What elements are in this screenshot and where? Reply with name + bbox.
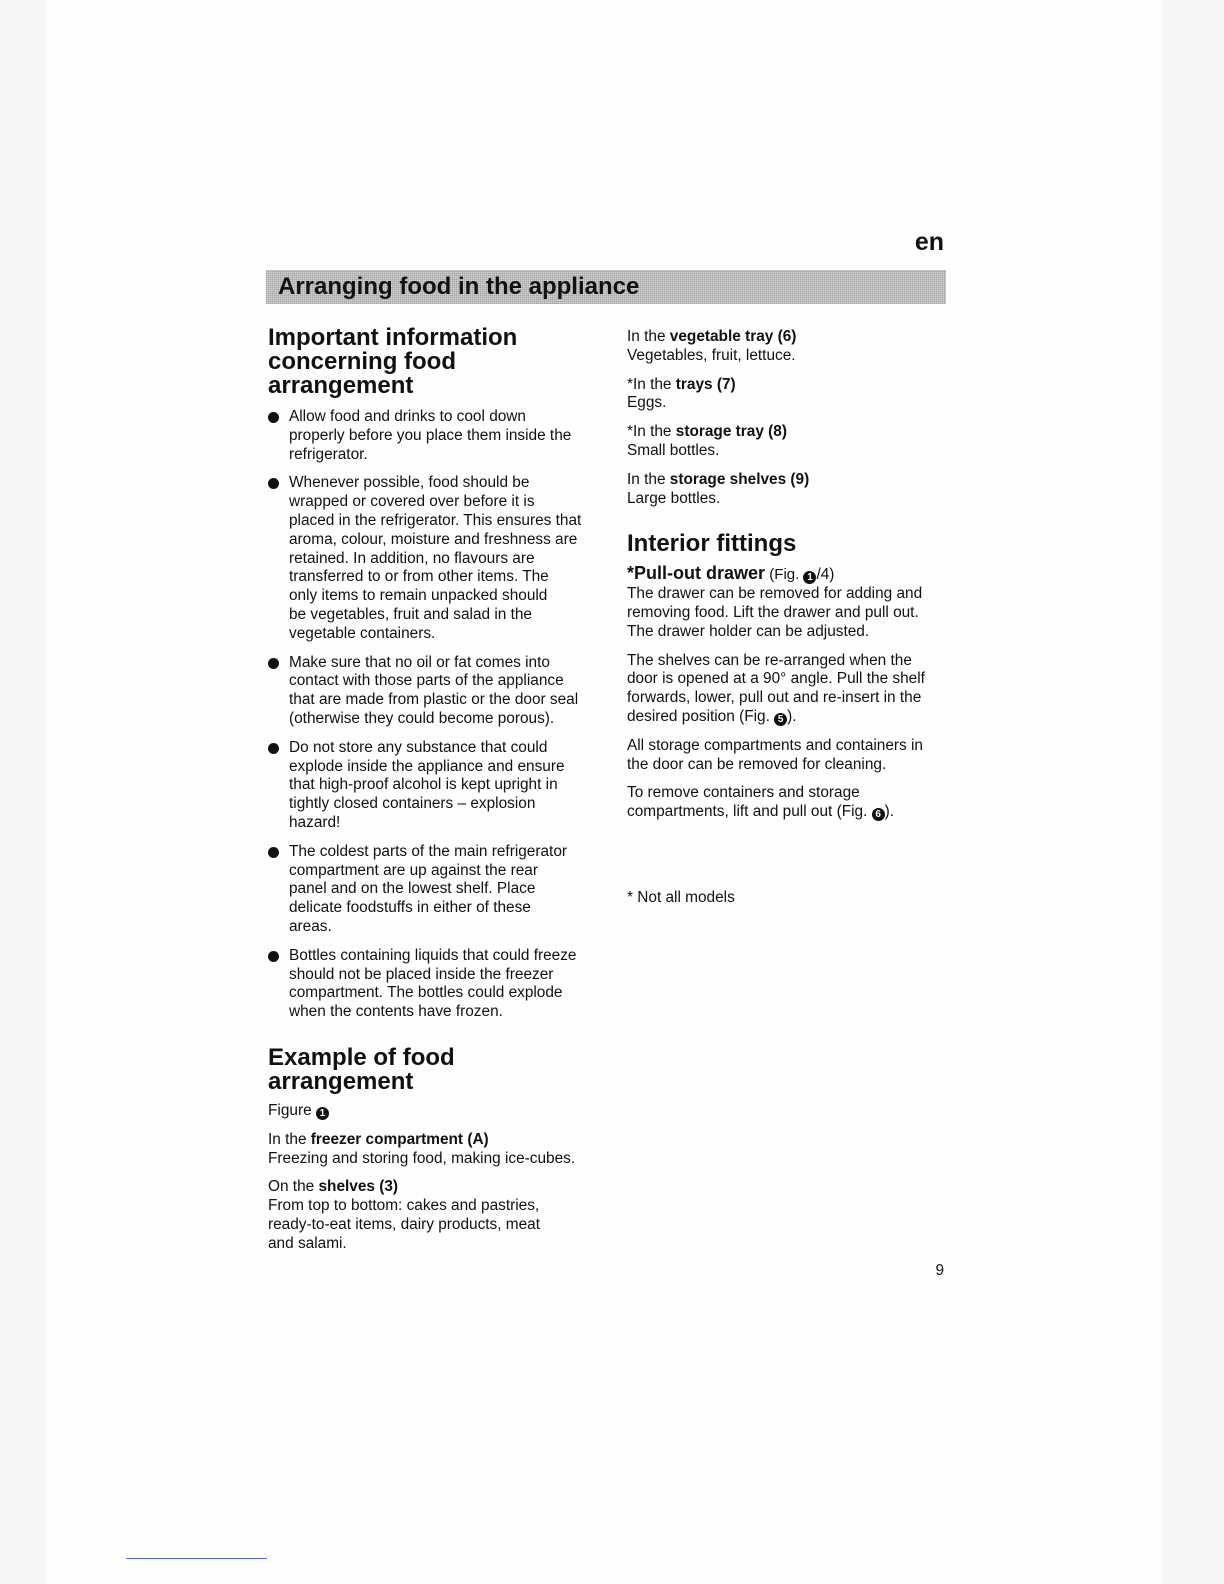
bold-term: shelves (3) bbox=[318, 1178, 399, 1196]
text-line: when the contents have frozen. bbox=[289, 1003, 503, 1021]
text-line: Freezing and storing food, making ice-cubes. bbox=[268, 1149, 576, 1167]
left-column bbox=[268, 326, 594, 1253]
text-line: Small bottles. bbox=[627, 441, 720, 459]
bullet-item bbox=[268, 843, 594, 937]
storage-shelves-paragraph bbox=[627, 471, 945, 509]
right-column bbox=[627, 328, 945, 908]
bold-term: trays (7) bbox=[675, 375, 736, 393]
text-line: explode inside the appliance and ensure bbox=[289, 757, 565, 775]
freezer-paragraph bbox=[268, 1131, 594, 1169]
text-line: The drawer can be removed for adding and bbox=[627, 585, 923, 603]
text-line: properly before you place them inside the bbox=[289, 426, 572, 444]
text-line: retained. In addition, no flavours are bbox=[289, 549, 535, 567]
text-line: All storage compartments and containers in bbox=[627, 736, 923, 754]
vegetable-tray-paragraph bbox=[627, 328, 945, 366]
page-number: 9 bbox=[935, 1262, 944, 1279]
text-line: hazard! bbox=[289, 813, 341, 831]
bullet-item bbox=[268, 408, 594, 464]
shelves-paragraph bbox=[268, 1178, 594, 1253]
text-line: should not be placed inside the freezer bbox=[289, 965, 554, 983]
subheading-pullout-drawer: *Pull-out drawer bbox=[627, 563, 766, 584]
bold-term: vegetable tray (6) bbox=[669, 328, 797, 345]
text-line: and salami. bbox=[268, 1234, 347, 1252]
heading-interior-fittings: Interior fittings bbox=[627, 530, 797, 558]
figure-number-badge: 1 bbox=[803, 571, 816, 584]
text-run: In the bbox=[627, 470, 670, 488]
text-run: *In the bbox=[627, 375, 676, 393]
bold-term: storage tray (8) bbox=[675, 423, 787, 441]
section-title: Arranging food in the appliance bbox=[278, 273, 640, 300]
text-run: desired position (Fig. bbox=[627, 707, 775, 725]
figure-reference bbox=[268, 1102, 594, 1121]
heading-line: concerning food bbox=[268, 348, 456, 375]
text-line: Large bottles. bbox=[627, 489, 721, 507]
text-line: The shelves can be re-arranged when the bbox=[627, 651, 912, 669]
heading-line: Important information bbox=[268, 324, 518, 351]
heading-example bbox=[268, 1043, 594, 1095]
shelves-rearrange-paragraph bbox=[627, 652, 945, 727]
text-line: panel and on the lowest shelf. Place bbox=[289, 880, 536, 898]
text-line: only items to remain unpacked should bbox=[289, 587, 548, 605]
text-run: In the bbox=[268, 1130, 311, 1148]
text-run: *In the bbox=[627, 423, 676, 441]
bullet-item bbox=[268, 654, 594, 729]
text-line: Allow food and drinks to cool down bbox=[289, 408, 526, 425]
text-line: be vegetables, fruit and salad in the bbox=[289, 605, 532, 623]
text-line: Make sure that no oil or fat comes into bbox=[289, 653, 550, 671]
figure-label: Figure bbox=[268, 1101, 312, 1119]
text-line: wrapped or covered over before it is bbox=[289, 493, 535, 511]
text-run: /4) bbox=[816, 566, 835, 584]
text-line: placed in the refrigerator. This ensures that bbox=[289, 511, 582, 529]
text-line: Bottles containing liquids that could freeze bbox=[289, 946, 577, 964]
heading-line: Example of food bbox=[268, 1043, 455, 1071]
text-line: The drawer holder can be adjusted. bbox=[627, 622, 870, 640]
bullet-item bbox=[268, 474, 594, 643]
text-line: door is opened at a 90° angle. Pull the shelf bbox=[627, 670, 925, 688]
text-line: To remove containers and storage bbox=[627, 784, 860, 802]
text-line: that high-proof alcohol is kept upright in bbox=[289, 776, 558, 794]
remove-containers-paragraph bbox=[627, 784, 945, 822]
text-line: areas. bbox=[289, 917, 332, 935]
text-line: refrigerator. bbox=[289, 445, 368, 463]
text-run: On the bbox=[268, 1178, 319, 1196]
text-line: tightly closed containers – explosion bbox=[289, 795, 536, 813]
bold-term: freezer compartment (A) bbox=[310, 1130, 489, 1148]
language-code: en bbox=[914, 228, 944, 256]
bullet-dot-icon bbox=[268, 412, 279, 423]
heading-line: arrangement bbox=[268, 372, 414, 399]
text-line: aroma, colour, moisture and freshness are bbox=[289, 530, 578, 548]
text-line: compartment. The bottles could explode bbox=[289, 984, 563, 1002]
bullet-dot-icon bbox=[268, 478, 279, 489]
text-line: ready-to-eat items, dairy products, meat bbox=[268, 1215, 541, 1233]
bullet-item bbox=[268, 739, 594, 833]
bullet-dot-icon bbox=[268, 847, 279, 858]
text-line: transferred to or from other items. The bbox=[289, 568, 549, 586]
text-line: Vegetables, fruit, lettuce. bbox=[627, 346, 796, 364]
text-line: delicate foodstuffs in either of these bbox=[289, 899, 531, 917]
bullet-item bbox=[268, 947, 594, 1022]
text-line: Whenever possible, food should be bbox=[289, 474, 530, 492]
text-line: compartment are up against the rear bbox=[289, 861, 538, 879]
text-line: Eggs. bbox=[627, 394, 667, 412]
heading-important-info bbox=[268, 326, 594, 398]
text-line: From top to bottom: cakes and pastries, bbox=[268, 1197, 540, 1215]
heading-line: arrangement bbox=[268, 1067, 414, 1095]
footer-rule bbox=[126, 1558, 267, 1559]
text-run: compartments, lift and pull out (Fig. bbox=[627, 803, 872, 821]
pullout-drawer-paragraph bbox=[627, 564, 945, 641]
text-line: (otherwise they could become porous). bbox=[289, 709, 555, 727]
scan-margin-left bbox=[0, 0, 46, 1584]
bullet-dot-icon bbox=[268, 743, 279, 754]
bullet-dot-icon bbox=[268, 658, 279, 669]
text-line: forwards, lower, pull out and re-insert in the bbox=[627, 689, 922, 707]
figure-number-badge: 5 bbox=[774, 713, 787, 726]
text-line: contact with those parts of the appliance bbox=[289, 672, 564, 690]
bullet-list bbox=[268, 408, 594, 1022]
text-line: the door can be removed for cleaning. bbox=[627, 755, 887, 773]
text-line: vegetable containers. bbox=[289, 624, 436, 642]
text-line: that are made from plastic or the door seal bbox=[289, 691, 579, 709]
text-line: removing food. Lift the drawer and pull out. bbox=[627, 603, 919, 621]
text-line: The coldest parts of the main refrigerator bbox=[289, 842, 568, 860]
text-run: (Fig. bbox=[769, 566, 804, 584]
compartments-paragraph bbox=[627, 737, 945, 775]
text-line: Do not store any substance that could bbox=[289, 738, 548, 756]
figure-number-badge: 6 bbox=[872, 808, 885, 821]
storage-tray-paragraph bbox=[627, 423, 945, 461]
section-banner bbox=[266, 270, 946, 304]
bullet-dot-icon bbox=[268, 951, 279, 962]
text-run: In the bbox=[627, 328, 670, 345]
bold-term: storage shelves (9) bbox=[669, 470, 810, 488]
footnote: * Not all models bbox=[627, 888, 735, 906]
trays-paragraph bbox=[627, 376, 945, 414]
figure-number-badge: 1 bbox=[316, 1107, 329, 1120]
scan-margin-right bbox=[1162, 0, 1224, 1584]
text-run: ). bbox=[884, 803, 895, 821]
text-run: ). bbox=[787, 707, 797, 725]
